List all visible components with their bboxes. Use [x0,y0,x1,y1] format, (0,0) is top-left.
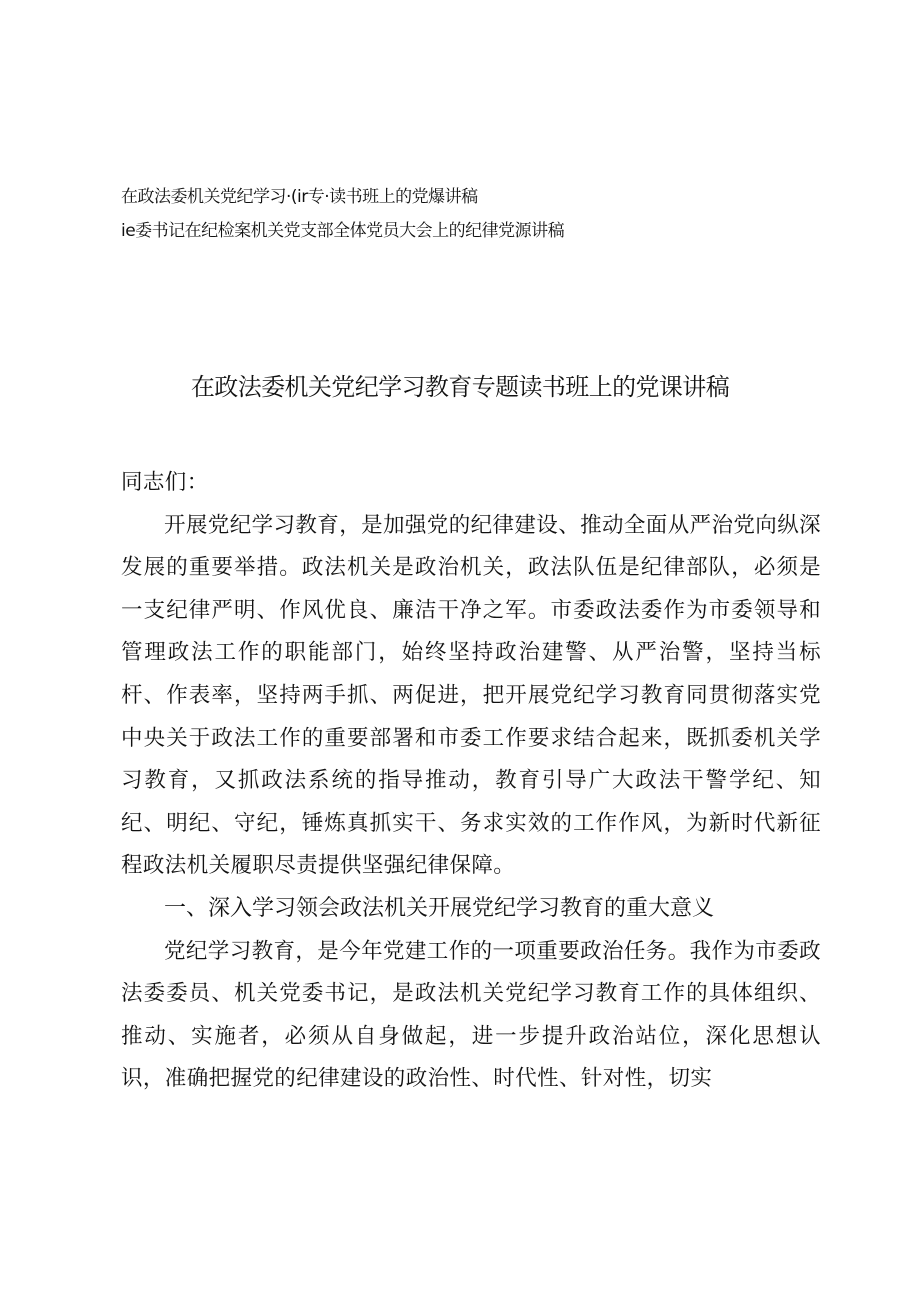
toc-entry-2: ie委书记在纪检案机关党支部全体党员大会上的纪律党源讲稿 [121,221,565,241]
table-of-contents [121,184,801,252]
section-heading-1: 一、深入学习领会政法机关开展党纪学习教育的重大意义 [164,895,715,921]
toc-entry-1: 在政法委机关党纪学习·(ir专·读书班上的党爆讲稿 [121,187,478,207]
document-body [121,462,821,1101]
body-paragraph-1: 开展党纪学习教育，是加强党的纪律建设、推动全面从严治党向纵深发展的重要举措。政法机关是政治机关，政法队伍是纪律部队，必须是一支纪律严明、作风优良、廉洁干净之军。市委政法委作为市委领导和管理政法工作的职能部门，始终坚持政治建警、从严治警，坚持当标杆、作表率，坚持两手抓、两促进，把开展党纪学习教育同贯彻落实党中央关于政法工作的重要部署和市委工作要求结合起来，既抓委机关学习教育，又抓政法系统的指导推动，教育引导广大政法干警学纪、知纪、明纪、守纪，锤炼真抓实干、务求实效的工作作风，为新时代新征程政法机关履职尽责提供坚强纪律保障。 [121,512,822,879]
document-title: 在政法委机关党纪学习教育专题读书班上的党课讲稿 [190,373,730,401]
salutation: 同志们： [121,470,209,495]
body-paragraph-2: 党纪学习教育，是今年党建工作的一项重要政治任务。我作为市委政法委委员、机关党委书记，是政法机关党纪学习教育工作的具体组织、推动、实施者，必须从自身做起，进一步提升政治站位，深化思想认识，准确把握党的纪律建设的政治性、时代性、针对性，切实 [121,938,822,1092]
